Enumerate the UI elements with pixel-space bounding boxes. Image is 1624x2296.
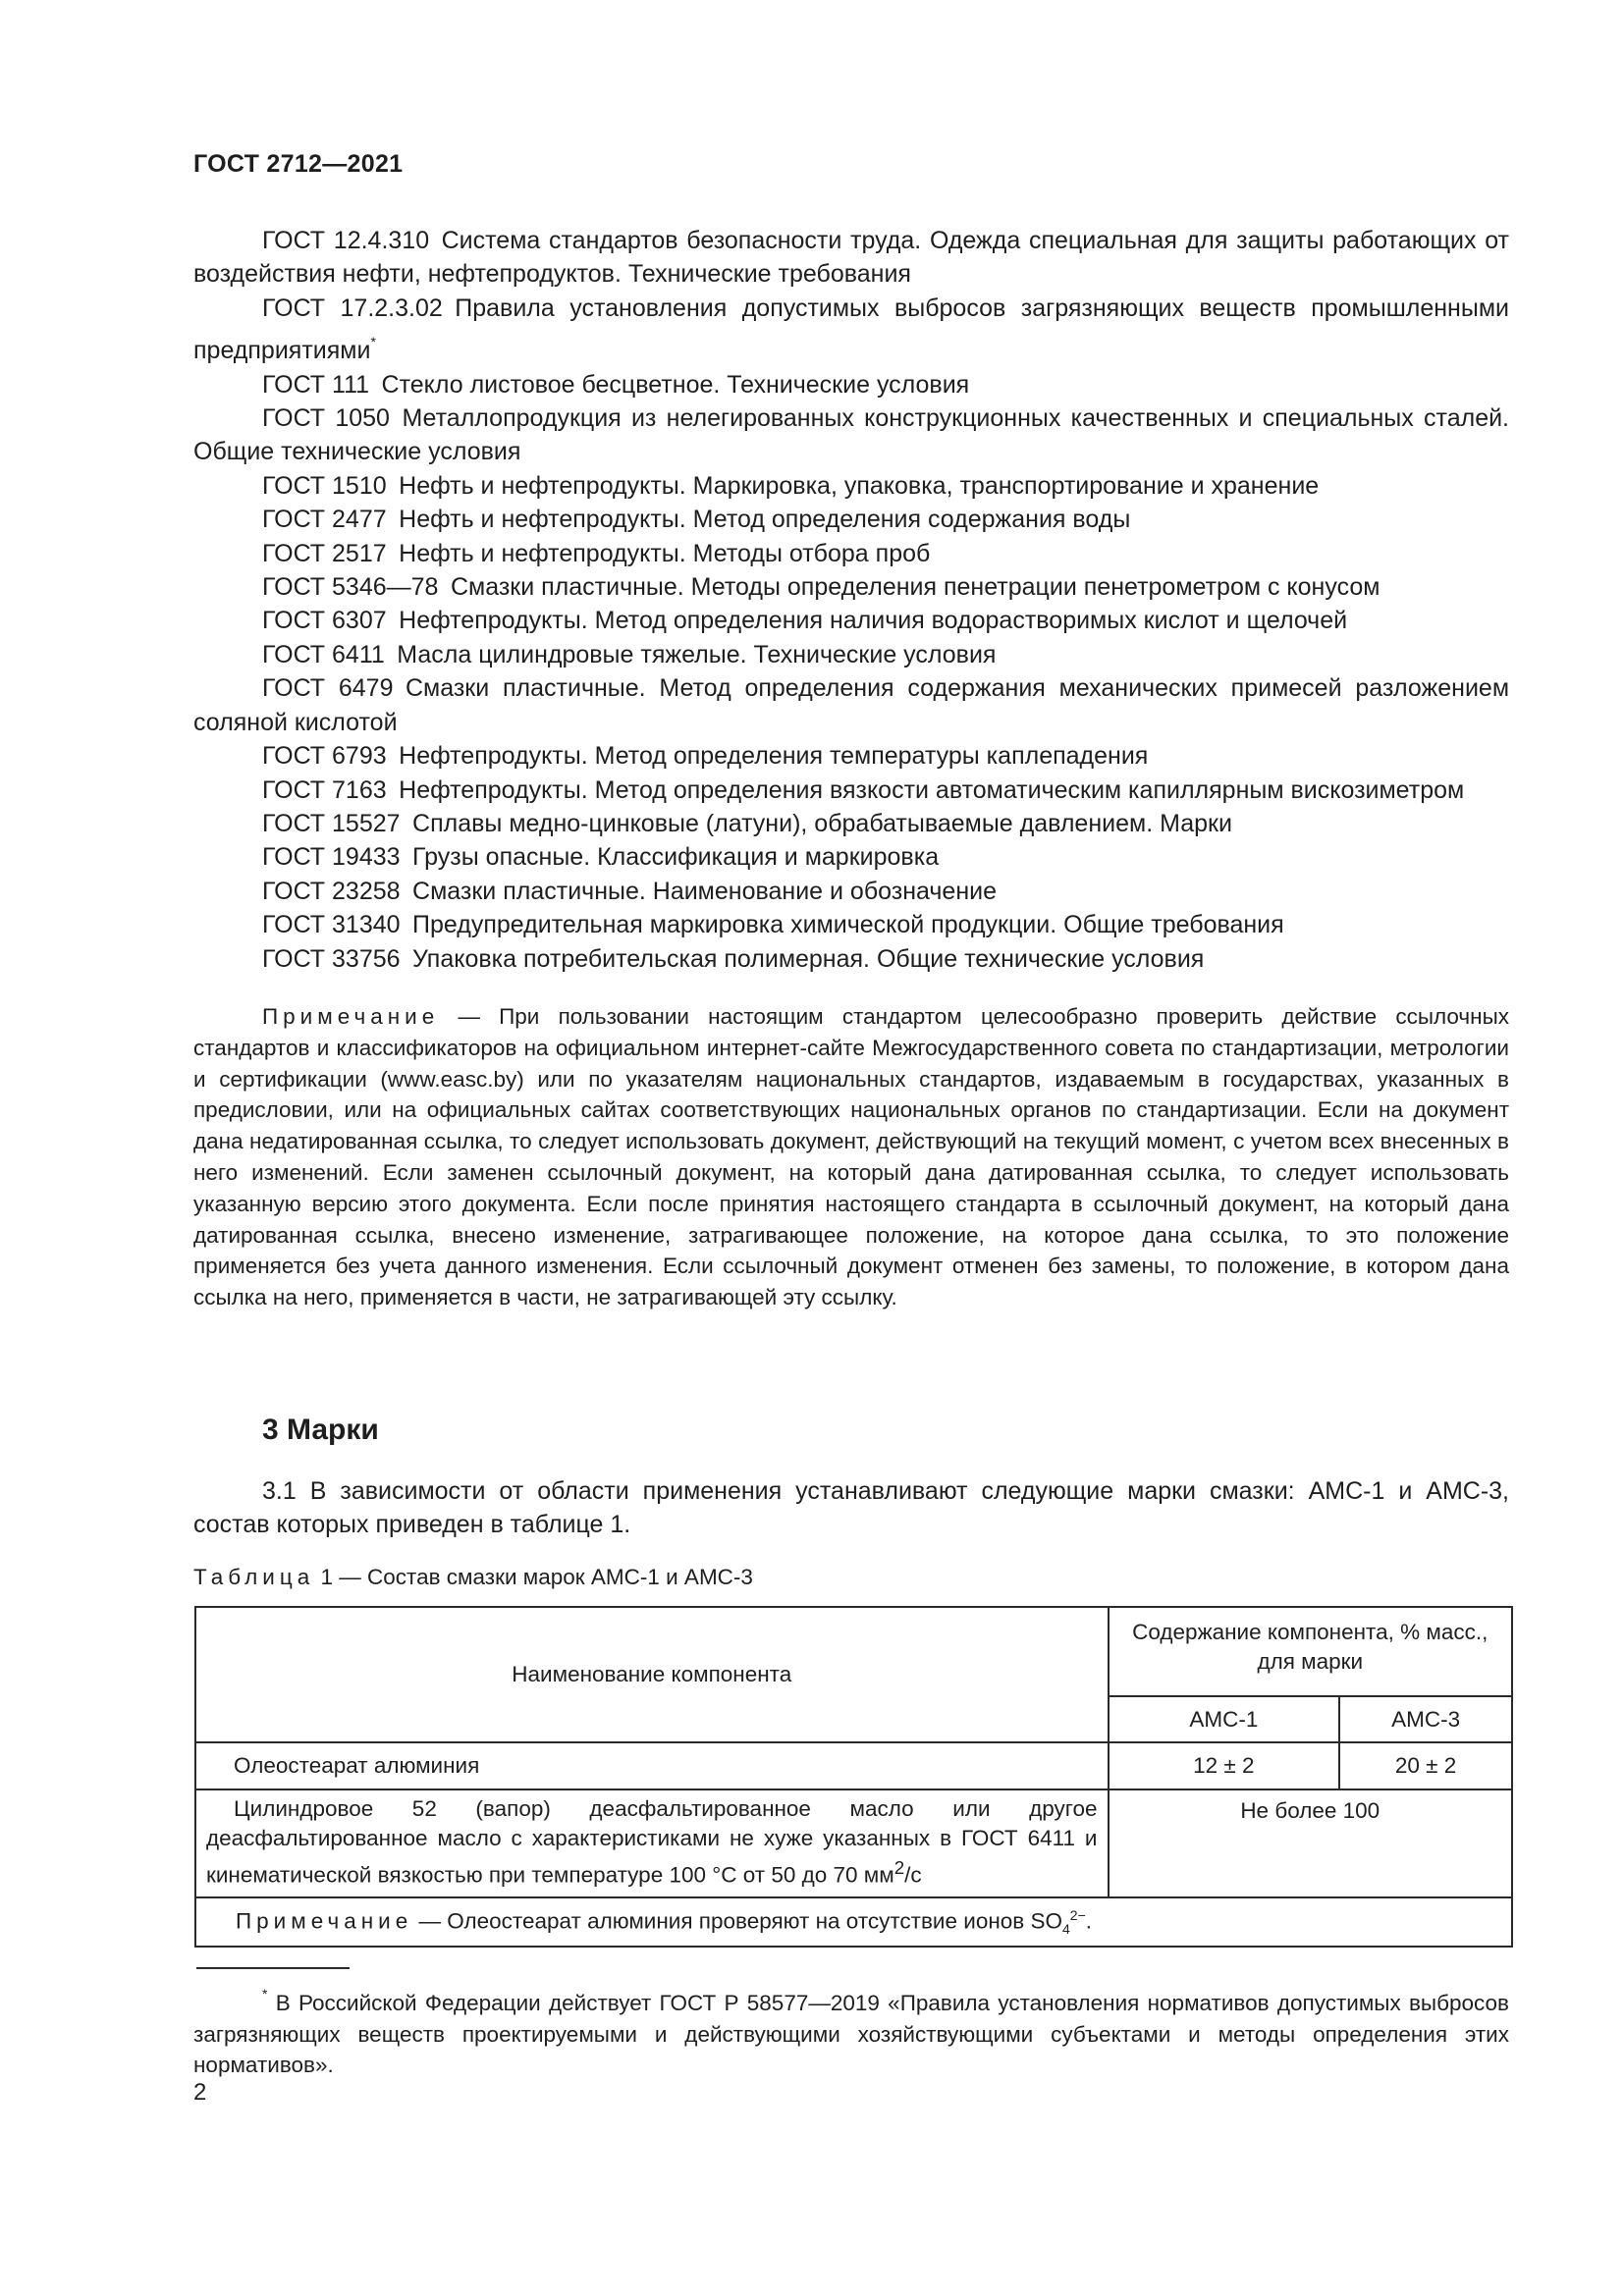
reference-code: ГОСТ 6793	[262, 742, 387, 771]
row1-ams1-value: 12 ± 2	[1109, 1742, 1340, 1789]
page-number: 2	[193, 2079, 207, 2106]
section-title: 3 Марки	[262, 1414, 379, 1446]
reference-code: ГОСТ 6479	[262, 674, 394, 703]
document-header: ГОСТ 2712—2021	[193, 150, 404, 178]
reference-title: Смазки пластичные. Наименование и обозначение	[412, 877, 997, 905]
reference-item	[193, 807, 1509, 840]
reference-title: Предупредительная маркировка химической продукции. Общие требования	[412, 911, 1284, 939]
reference-code: ГОСТ 111	[262, 370, 370, 399]
reference-item	[193, 570, 1509, 604]
reference-item	[193, 503, 1509, 536]
table-header-row	[195, 1607, 1512, 1696]
reference-code: ГОСТ 7163	[262, 775, 387, 804]
reference-code: ГОСТ 19433	[262, 843, 401, 872]
reference-item	[193, 875, 1509, 908]
table-caption	[193, 1565, 753, 1590]
reference-code: ГОСТ 17.2.3.02	[262, 294, 443, 322]
table-note-row	[195, 1897, 1512, 1947]
reference-code: ГОСТ 2517	[262, 539, 387, 567]
reference-item	[193, 774, 1509, 807]
reference-code: ГОСТ 6307	[262, 607, 387, 635]
reference-code: ГОСТ 1050	[262, 404, 390, 433]
note-text: — При пользовании настоящим стандартом целесообразно проверить действие ссылочных стандартов и классификаторов на официальном интернет-сайте Межгосударственного совета по стандартизации, метрологии и сертификации (www.easc.by) или по указателям национальных стандартов, издаваемым в государствах, указанных в предисловии, или на официальных сайтах соответствующих национальных органов по стандартизации. Если на документ дана недатированная ссылка, то следует использовать документ, действующий на текущий момент, с учетом всех внесенных в него изменений. Если заменен ссылочный документ, на который дана датированная ссылка, то следует использовать указанную версию этого документа. Если после принятия настоящего стандарта в ссылочный документ, на который дана датированная ссылка, внесено изменение, затрагивающее положение, на которое дана ссылка, то это положение применяется без учета данного изменения. Если ссылочный документ отменен без замены, то положение, в котором дана ссылка на него, применяется в части, не затрагивающей эту ссылку.	[193, 1004, 1509, 1310]
row1-component: Олеостеарат алюминия	[195, 1742, 1109, 1789]
reference-item	[193, 942, 1509, 976]
table-note-end: .	[1085, 1908, 1093, 1933]
table-row	[195, 1742, 1512, 1789]
reference-item	[193, 739, 1509, 773]
reference-title: Сплавы медно-цинковые (латуни), обрабатываемые давлением. Марки	[412, 809, 1232, 837]
reference-item	[193, 638, 1509, 671]
reference-title: Стекло листовое бесцветное. Технические условия	[381, 370, 970, 399]
reference-code: ГОСТ 33756	[262, 944, 401, 973]
reference-item	[193, 401, 1509, 469]
reference-code: ГОСТ 12.4.310	[262, 227, 430, 254]
table-note-label: Примечание	[236, 1908, 413, 1933]
table-note	[195, 1897, 1512, 1947]
table-note-subscript: 4	[1062, 1920, 1070, 1937]
table-caption-text: 1 — Состав смазки марок АМС-1 и АМС-3	[320, 1565, 753, 1589]
composition-table	[194, 1606, 1513, 1948]
header-content: Содержание компонента, % масс., для марки	[1109, 1607, 1513, 1696]
reference-title: Масла цилиндровые тяжелые. Технические условия	[397, 640, 997, 668]
row2-unit-tail: /с	[904, 1862, 922, 1888]
reference-title: Упаковка потребительская полимерная. Общие технические условия	[412, 944, 1205, 973]
reference-title: Нефтепродукты. Метод определения наличия водорастворимых кислот и щелочей	[399, 607, 1348, 635]
reference-item	[193, 292, 1509, 368]
reference-title: Система стандартов безопасности труда. Одежда специальная для защиты работающих от воздействия нефти, нефтепродуктов. Технические требования	[193, 227, 1509, 289]
reference-item	[193, 604, 1509, 637]
references-note	[193, 1001, 1509, 1313]
reference-item	[193, 908, 1509, 941]
reference-code: ГОСТ 1510	[262, 471, 387, 500]
row2-unit-superscript: 2	[893, 1857, 905, 1878]
reference-code: ГОСТ 6411	[262, 640, 385, 668]
reference-title: Смазки пластичные. Методы определения пенетрации пенетрометром с конусом	[450, 573, 1380, 602]
reference-item	[193, 671, 1509, 739]
header-grade-ams1: АМС-1	[1109, 1696, 1340, 1742]
reference-title: Нефть и нефтепродукты. Маркировка, упаковка, транспортирование и хранение	[399, 471, 1320, 500]
section-paragraph: 3.1 В зависимости от области применения устанавливают следующие марки смазки: АМС-1 и АМС-3, состав которых приведен в таблице 1.	[193, 1477, 1509, 1539]
footnote	[193, 1979, 1509, 2081]
reference-item	[193, 368, 1509, 401]
footnote-mark: *	[262, 1986, 268, 2002]
note-label: Примечание	[262, 1004, 440, 1029]
row1-ams3-value: 20 ± 2	[1339, 1742, 1512, 1789]
table-note-text: — Олеостеарат алюминия проверяют на отсутствие ионов SO	[418, 1908, 1062, 1933]
reference-title: Нефтепродукты. Метод определения вязкости автоматическим капиллярным вискозиметром	[399, 775, 1465, 804]
normative-references-list	[193, 224, 1509, 976]
row2-component	[195, 1789, 1109, 1897]
footnote-marker: *	[370, 334, 376, 350]
row2-component-text: Цилиндровое 52 (вапор) деасфальтированное масло или другое деасфальтированное масло с характеристиками не хуже указанных в ГОСТ 6411 и кинематической вязкостью при температуре 100 °С от 50 до 70 мм	[206, 1796, 1098, 1888]
header-grade-ams3: АМС-3	[1339, 1696, 1512, 1742]
reference-code: ГОСТ 2477	[262, 506, 387, 534]
footnote-text: В Российской Федерации действует ГОСТ Р 58577—2019 «Правила установления нормативов допустимых выбросов загрязняющих веществ проектируемыми и действующими хозяйствующими субъектами и методы определения этих нормативов».	[193, 1991, 1509, 2077]
reference-title: Нефть и нефтепродукты. Метод определения содержания воды	[399, 506, 1131, 534]
reference-item	[193, 469, 1509, 503]
reference-code: ГОСТ 5346—78	[262, 573, 439, 602]
row2-value: Не более 100	[1109, 1789, 1513, 1897]
reference-code: ГОСТ 23258	[262, 877, 401, 905]
reference-item	[193, 840, 1509, 874]
footnote-separator	[196, 1967, 350, 1969]
header-component-name: Наименование компонента	[195, 1607, 1109, 1742]
table-note-superscript: 2−	[1069, 1906, 1086, 1923]
table-caption-label: Таблица	[193, 1565, 315, 1589]
reference-code: ГОСТ 31340	[262, 911, 401, 939]
reference-item	[193, 537, 1509, 570]
table-row	[195, 1789, 1512, 1897]
reference-title: Нефть и нефтепродукты. Методы отбора проб	[399, 539, 931, 567]
reference-title: Правила установления допустимых выбросов загрязняющих веществ промышленными предприятиями	[193, 294, 1509, 365]
reference-title: Нефтепродукты. Метод определения температуры каплепадения	[399, 742, 1149, 771]
reference-title: Смазки пластичные. Метод определения содержания механических примесей разложением соляной кислотой	[193, 674, 1510, 736]
reference-title: Грузы опасные. Классификация и маркировка	[412, 843, 940, 872]
reference-title: Металлопродукция из нелегированных конструкционных качественных и специальных сталей. Общие технические условия	[193, 404, 1510, 466]
reference-item	[193, 224, 1509, 292]
reference-code: ГОСТ 15527	[262, 809, 401, 837]
